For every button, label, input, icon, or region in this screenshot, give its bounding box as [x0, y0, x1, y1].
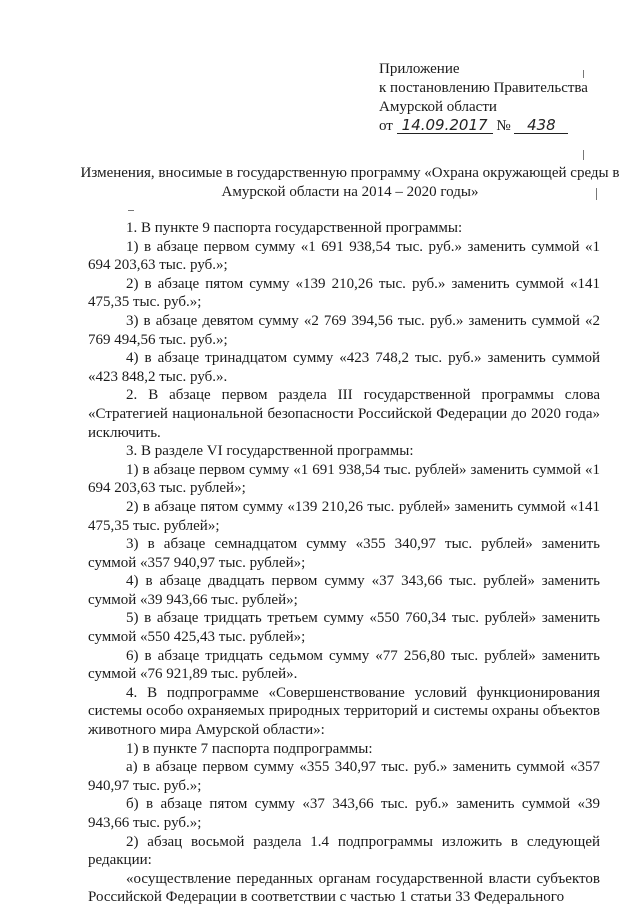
- paragraph: 6) в абзаце тридцать седьмом сумму «77 256,80 тыс. рублей» заменить суммой «76 921,89 тыс. рублей».: [88, 647, 600, 683]
- paragraph: «осуществление переданных органам государственной власти субъектов Российской Федерации в соответствии с частью 1 статьи 33 Федерального: [88, 870, 600, 906]
- paragraph: 1) в абзаце первом сумму «1 691 938,54 тыс. рублей» заменить суммой «1 694 203,63 тыс. рублей»;: [88, 461, 600, 497]
- paragraph: 1) в пункте 7 паспорта подпрограммы:: [126, 740, 373, 757]
- paragraph: б) в абзаце пятом сумму «37 343,66 тыс. руб.» заменить суммой «39 943,66 тыс. руб.»;: [88, 796, 600, 831]
- paragraph: 4. В подпрограмме «Совершенствование условий функционирования системы особо охраняемых природных территорий и системы охраны объектов животного мира Амурской области»:: [88, 684, 600, 739]
- handwritten-date: 14.09.2017: [397, 117, 493, 134]
- appendix-resolution: к постановлению Правительства: [379, 80, 588, 96]
- document-body: [88, 219, 600, 907]
- scan-speck: [596, 188, 597, 200]
- paragraph: а) в абзаце первом сумму «355 340,97 тыс. руб.» заменить суммой «357 940,97 тыс. руб.»;: [88, 759, 600, 794]
- scan-speck: [583, 70, 584, 78]
- number-label: №: [496, 118, 511, 134]
- appendix-title: Приложение: [379, 61, 460, 77]
- paragraph: 2) абзац восьмой раздела 1.4 подпрограммы изложить в следующей редакции:: [88, 833, 600, 869]
- handwritten-number: 438: [514, 117, 568, 134]
- paragraph: 4) в абзаце двадцать первом сумму «37 343,66 тыс. рублей» заменить суммой «39 943,66 тыс. рублей»;: [88, 573, 600, 608]
- paragraph: 3. В разделе VI государственной программы:: [126, 443, 414, 460]
- paragraph: 2. В абзаце первом раздела III государственной программы слова «Стратегией национальной безопасности Российской Федерации до 2020 года» исключить.: [88, 387, 600, 441]
- paragraph: 2) в абзаце пятом сумму «139 210,26 тыс. рублей» заменить суммой «141 475,35 тыс. рублей»;: [88, 498, 600, 534]
- appendix-region: Амурской области: [379, 99, 497, 115]
- document-title: Изменения, вносимые в государственную программу «Охрана окружающей среды в Амурской области на 2014 – 2020 годы»: [80, 165, 620, 200]
- appendix-block: [379, 60, 588, 136]
- paragraph: 2) в абзаце пятом сумму «139 210,26 тыс. руб.» заменить суммой «141 475,35 тыс. руб.»;: [88, 275, 600, 311]
- paragraph: 3) в абзаце семнадцатом сумму «355 340,97 тыс. рублей» заменить суммой «357 940,97 тыс. рублей»;: [88, 536, 600, 571]
- appendix-date-number: [379, 117, 588, 136]
- from-label: от: [379, 118, 393, 134]
- paragraph: 1. В пункте 9 паспорта государственной программы:: [126, 220, 463, 236]
- scan-speck: [583, 150, 584, 160]
- paragraph: 1) в абзаце первом сумму «1 691 938,54 тыс. руб.» заменить суммой «1 694 203,63 тыс. руб.»;: [88, 238, 600, 274]
- paragraph: 4) в абзаце тринадцатом сумму «423 748,2 тыс. руб.» заменить суммой «423 848,2 тыс. руб.».: [88, 350, 600, 385]
- paragraph: 5) в абзаце тридцать третьем сумму «550 760,34 тыс. рублей» заменить суммой «550 425,43 тыс. рублей»;: [88, 610, 600, 646]
- scan-speck: [128, 210, 134, 211]
- paragraph: 3) в абзаце девятом сумму «2 769 394,56 тыс. руб.» заменить суммой «2 769 494,56 тыс. руб.»;: [88, 312, 600, 348]
